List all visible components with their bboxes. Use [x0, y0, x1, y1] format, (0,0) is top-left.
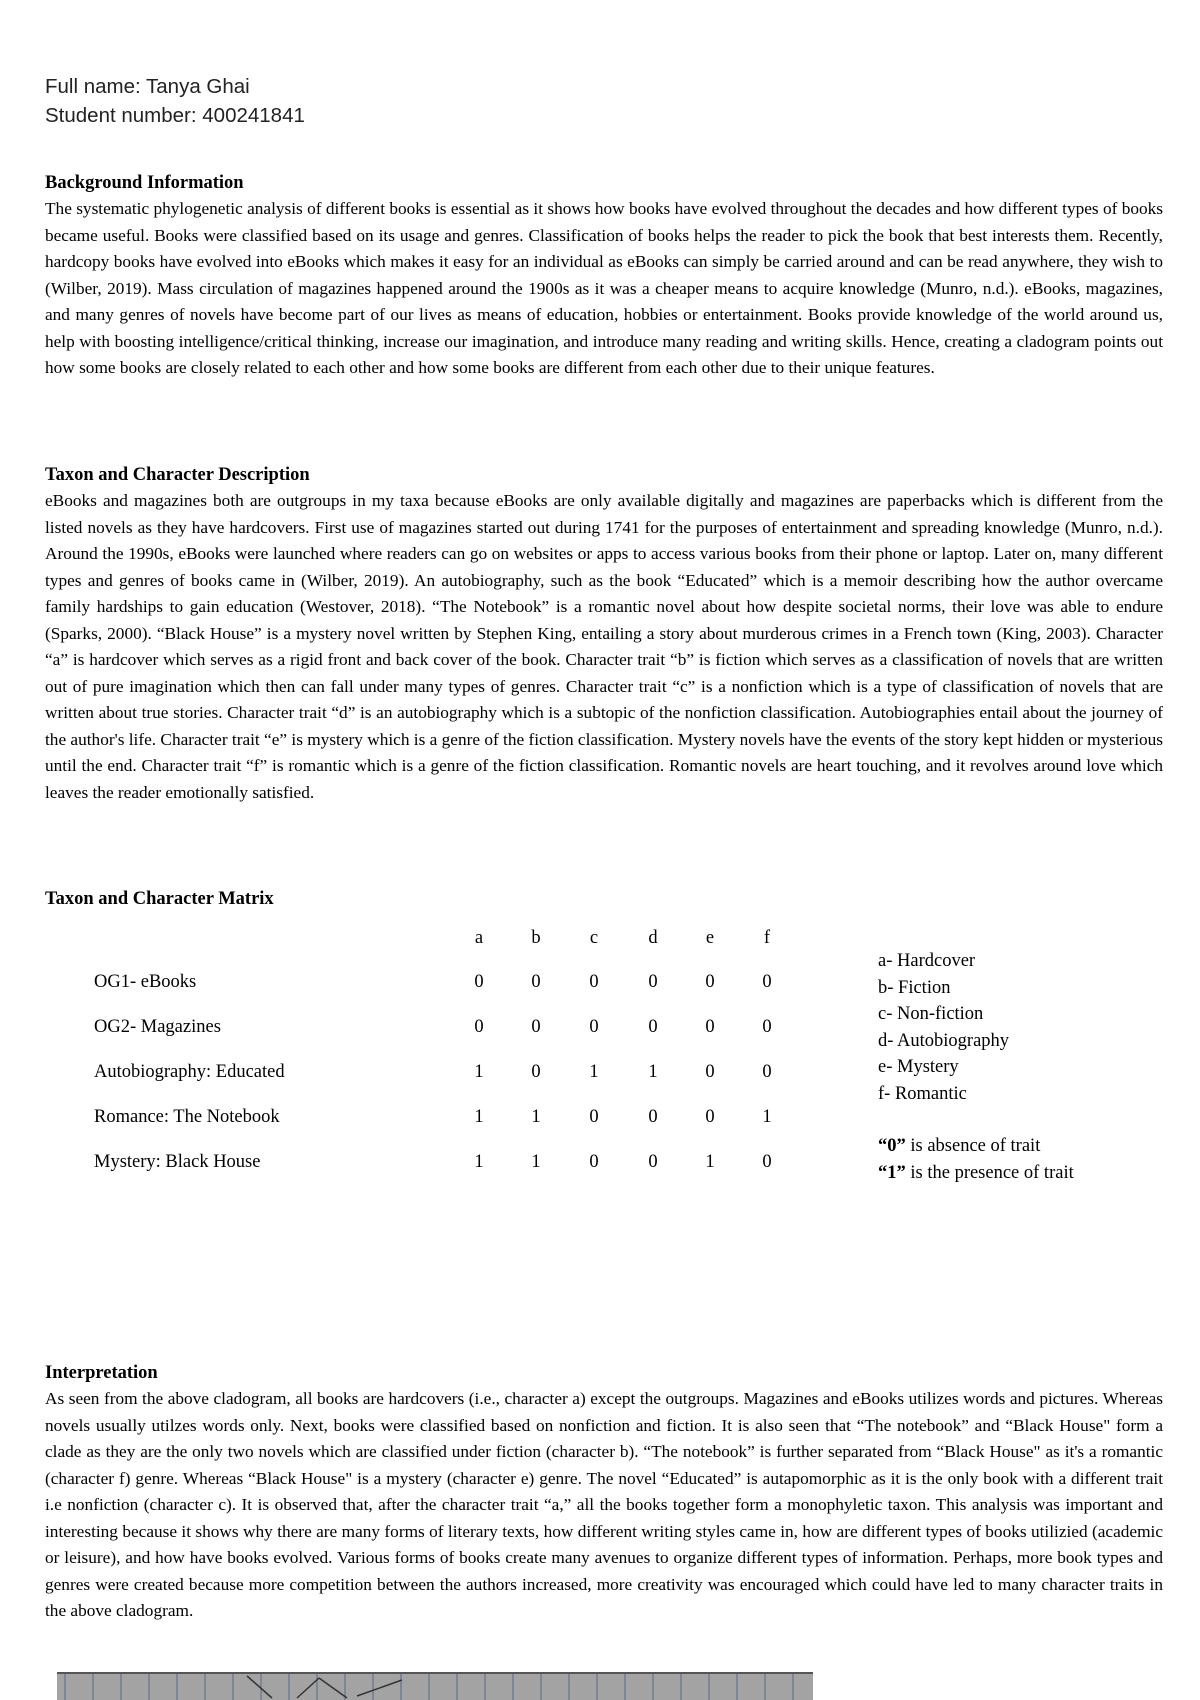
trait-note-value: “1”: [878, 1162, 906, 1183]
matrix-cell: 1: [705, 1152, 715, 1172]
matrix-cell: 0: [648, 1017, 658, 1037]
matrix-cell: 1: [589, 1062, 599, 1082]
legend-item: b- Fiction: [878, 977, 951, 998]
interpretation-heading: Interpretation: [45, 1363, 158, 1383]
matrix-cell: 0: [589, 1152, 599, 1172]
matrix-cell: 0: [531, 1062, 541, 1082]
student-header: [45, 72, 305, 130]
matrix-row-label: Autobiography: Educated: [94, 1062, 285, 1082]
matrix-cell: 0: [648, 1152, 658, 1172]
legend-item: f- Romantic: [878, 1083, 967, 1104]
matrix-col-header: a: [474, 928, 484, 948]
matrix-cell: 1: [648, 1062, 658, 1082]
matrix-cell: 0: [705, 1017, 715, 1037]
matrix-col-header: d: [648, 928, 658, 948]
cladogram-photo: [57, 1672, 813, 1700]
taxon-description-heading: Taxon and Character Description: [45, 465, 310, 485]
matrix-cell: 1: [474, 1152, 484, 1172]
legend-item: a- Hardcover: [878, 951, 976, 971]
matrix-cell: 0: [474, 1017, 484, 1037]
matrix-cell: 1: [762, 1107, 772, 1127]
legend-item: d- Autobiography: [878, 1030, 1010, 1051]
background-paragraph: The systematic phylogenetic analysis of different books is essential as it shows how books have evolved throughout the decades and how different types of books became useful. Books were classified based on its usage and genres. Classification of books helps the reader to pick the book that best interests them. Recently, hardcopy books have evolved into eBooks which makes it easy for an individual as eBooks can simply be carried around and can be read anywhere, they wish to (Wilber, 2019). Mass circulation of magazines happened around the 1900s as it was a cheaper means to acquire knowledge (Munro, n.d.). eBooks, magazines, and many genres of novels have become part of our lives as means of education, hobbies or entertainment. Books provide knowledge of the world around us, help with boosting intelligence/critical thinking, increase our imagination, and introduce many reading and writing skills. Hence, creating a cladogram points out how some books are closely related to each other and how some books are different from each other due to their unique features.: [45, 199, 1163, 377]
matrix-cell: 0: [589, 1017, 599, 1037]
matrix-cell: 0: [762, 972, 772, 992]
matrix-cell: 1: [531, 1152, 541, 1172]
trait-note: [878, 1160, 1074, 1187]
matrix-cell: 0: [705, 972, 715, 992]
matrix-cell: 0: [531, 1017, 541, 1037]
trait-note: [878, 1133, 1074, 1160]
matrix-row-label: OG2- Magazines: [94, 1017, 221, 1037]
interpretation-paragraph: As seen from the above cladogram, all books are hardcovers (i.e., character a) except the outgroups. Magazines and eBooks utilizes words and pictures. Whereas novels usually utilzes words only. Next, books were classified based on nonfiction and fiction. It is also seen that “The notebook” and “Black House" form a clade as they are the only two novels which are classified under fiction (character b). “The notebook” is further separated from “Black House" as it's a romantic (character f) genre. Whereas “Black House" is a mystery (character e) genre. The novel “Educated” is autapomorphic as it is the only book with a different trait i.e nonfiction (character c). It is observed that, after the character trait “a,” all the books together form a monophyletic taxon. This analysis was important and interesting because it shows why there are many forms of literary texts, how different writing styles came in, how are different types of books utilizied (academic or leisure), and how have books evolved. Various forms of books create many avenues to organize different types of information. Perhaps, more book types and genres were created because more competition between the authors increased, more creativity was encouraged which could have led to many character traits in the above cladogram.: [45, 1389, 1163, 1620]
matrix-cell: 0: [762, 1152, 772, 1172]
matrix-col-header: e: [705, 928, 715, 948]
trait-note-text: is the presence of trait: [905, 1162, 1074, 1183]
matrix-col-header: b: [531, 928, 541, 948]
cladogram-photo-lines: [57, 1674, 813, 1700]
student-number: Student number: 400241841: [45, 104, 305, 127]
matrix-cell: 0: [589, 972, 599, 992]
matrix-col-header: c: [589, 928, 599, 948]
matrix-heading: Taxon and Character Matrix: [45, 889, 274, 909]
matrix-cell: 0: [648, 972, 658, 992]
matrix-row-label: Mystery: Black House: [94, 1152, 261, 1172]
matrix-cell: 0: [705, 1062, 715, 1082]
matrix-cell: 0: [474, 972, 484, 992]
matrix-row-label: OG1- eBooks: [94, 972, 197, 992]
legend-item: c- Non-fiction: [878, 1004, 984, 1024]
trait-notes: [878, 1133, 1074, 1186]
trait-note-text: is absence of trait: [905, 1136, 1041, 1156]
trait-note-value: “0”: [878, 1136, 906, 1156]
full-name: Full name: Tanya Ghai: [45, 75, 250, 98]
matrix-col-header: f: [763, 928, 771, 948]
taxon-description-paragraph: eBooks and magazines both are outgroups in my taxa because eBooks are only available digitally and magazines are paperbacks which is different from the listed novels as they have hardcovers. First use of magazines started out during 1741 for the purposes of entertainment and spreading knowledge (Munro, n.d.). Around the 1990s, eBooks were launched where readers can go on websites or apps to access various books from their phone or laptop. Later on, many different types and genres of books came in (Wilber, 2019). An autobiography, such as the book “Educated” which is a memoir describing how the author overcame family hardships to gain education (Westover, 2018). “The Notebook” is a romantic novel about how despite societal norms, their love was able to endure (Sparks, 2000). “Black House” is a mystery novel written by Stephen King, entailing a story about murderous crimes in a French town (King, 2003). Character “a” is hardcover which serves as a rigid front and back cover of the book. Character trait “b” is fiction which serves as a classification of novels that are written out of pure imagination which then can fall under many types of genres. Character trait “c” is a nonfiction which is a type of classification of novels that are written about true stories. Character trait “d” is an autobiography which is a subtopic of the nonfiction classification. Autobiographies entail about the journey of the author's life. Character trait “e” is mystery which is a genre of the fiction classification. Mystery novels have the events of the story kept hidden or mysterious until the end. Character trait “f” is romantic which is a genre of the fiction classification. Romantic novels are heart touching, and it revolves around love which leaves the reader emotionally satisfied.: [45, 491, 1163, 802]
legend-item: e- Mystery: [878, 1057, 959, 1077]
matrix-cell: 0: [762, 1017, 772, 1037]
matrix-cell: 0: [531, 972, 541, 992]
matrix-cell: 1: [474, 1107, 484, 1127]
matrix-cell: 1: [531, 1107, 541, 1127]
matrix-cell: 0: [648, 1107, 658, 1127]
matrix-cell: 0: [589, 1107, 599, 1127]
background-heading: Background Information: [45, 173, 244, 193]
matrix-cell: 0: [762, 1062, 772, 1082]
matrix-row-label: Romance: The Notebook: [94, 1107, 280, 1127]
matrix-cell: 1: [474, 1062, 484, 1082]
character-legend: [878, 948, 1009, 1107]
matrix-cell: 0: [705, 1107, 715, 1127]
